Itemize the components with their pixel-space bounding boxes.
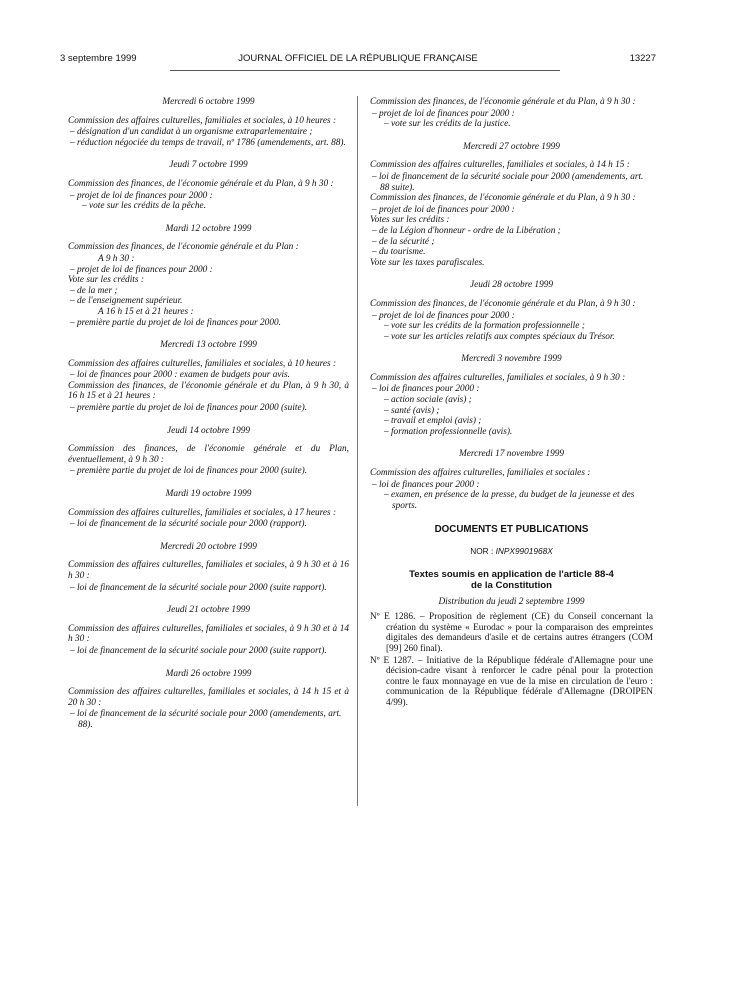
- agenda-item: – loi de financement de la sécurité sociale pour 2000 (amendements, art. 88 suite).: [372, 171, 644, 193]
- commission-line: Commission des affaires culturelles, familiales et sociales, à 9 h 30 :: [370, 372, 626, 383]
- agenda-item: – loi de financement de la sécurité sociale pour 2000 (suite rapport).: [70, 582, 327, 593]
- commission-line: Commission des affaires culturelles, familiales et sociales, à 14 h 15 :: [370, 160, 630, 171]
- agenda-day: [68, 97, 349, 148]
- commission-line: Commission des affaires culturelles, familiales et sociales :: [370, 468, 591, 479]
- agenda-day: [68, 224, 349, 328]
- agenda-item: – vote sur les crédits de la justice.: [384, 119, 511, 130]
- agenda-day: [68, 669, 349, 731]
- agenda-item: – désignation d'un candidat à un organisme extraparlementaire ;: [70, 127, 313, 138]
- commission-line: Commission des affaires culturelles, familiales et sociales, à 9 h 30 et à 14 h 30 :: [68, 623, 349, 645]
- agenda-item: – première partie du projet de loi de finances pour 2000 (suite).: [70, 403, 308, 414]
- agenda-day: [68, 160, 349, 211]
- commission-line: Commission des affaires culturelles, familiales et sociales, à 9 h 30 et à 16 h 30 :: [68, 560, 349, 581]
- documents-heading: DOCUMENTS ET PUBLICATIONS: [434, 524, 589, 536]
- commission-line: Commission des affaires culturelles, familiales et sociales, à 17 heures :: [68, 507, 337, 518]
- agenda-item: – projet de loi de finances pour 2000 :: [372, 204, 515, 215]
- right-column-agenda: [370, 97, 653, 511]
- commission-line: Commission des finances, de l'économie générale et du Plan, à 9 h 30 :: [68, 178, 334, 189]
- agenda-date: Mercredi 20 octobre 1999: [160, 541, 257, 552]
- agenda-date: Mercredi 13 octobre 1999: [160, 340, 257, 351]
- agenda-date: Mardi 26 octobre 1999: [165, 668, 252, 679]
- commission-line: Commission des finances, de l'économie générale et du Plan, à 9 h 30 :: [370, 97, 636, 107]
- nor-label: NOR :: [470, 546, 494, 556]
- agenda-item: – projet de loi de finances pour 2000 :: [372, 108, 515, 119]
- commission-line: Commission des affaires culturelles, familiales et sociales, à 14 h 15 et à 20 h 30 :: [68, 687, 349, 708]
- agenda-item: Vote sur les taxes parafiscales.: [370, 257, 485, 268]
- agenda-day: [370, 280, 653, 342]
- agenda-item: – projet de loi de finances pour 2000 :: [372, 310, 515, 321]
- agenda-item: A 9 h 30 :: [98, 253, 135, 264]
- document-entry: Nº E 1286. – Proposition de règlement (CE) du Conseil concernant la création du système « Eurodac » pour la comparaison des empreintes digitales des demandeurs d'asile et de certains autres étrangers (COM [99] 260 final).: [370, 612, 653, 654]
- agenda-date: Jeudi 28 octobre 1999: [469, 280, 554, 291]
- agenda-day: [68, 489, 349, 530]
- agenda-item: – formation professionnelle (avis).: [384, 426, 513, 437]
- agenda-day: [68, 426, 349, 477]
- agenda-day: [68, 340, 349, 414]
- agenda-day: [68, 542, 349, 593]
- header-divider: [170, 70, 560, 71]
- left-column: [68, 97, 349, 743]
- agenda-day: [370, 142, 653, 269]
- right-column: [370, 97, 653, 710]
- agenda-item: – projet de loi de finances pour 2000 :: [70, 264, 213, 275]
- agenda-item: – loi de financement de la sécurité sociale pour 2000 (rapport).: [70, 519, 307, 530]
- textes-title: [370, 569, 653, 591]
- agenda-item: – projet de loi de finances pour 2000 :: [70, 190, 213, 201]
- commission-line: Commission des finances, de l'économie générale et du Plan, à 9 h 30, à 16 h 15 et à 21 heures :: [68, 380, 349, 402]
- agenda-date: Mardi 12 octobre 1999: [165, 223, 252, 234]
- commission-line: Commission des affaires culturelles, familiales et sociales, à 10 heures :: [68, 358, 337, 369]
- agenda-item: Votes sur les crédits :: [370, 215, 450, 226]
- agenda-item: – loi de financement de la sécurité sociale pour 2000 (suite rapport).: [70, 645, 327, 656]
- agenda-date: Jeudi 21 octobre 1999: [166, 605, 251, 616]
- header-page-number: 13227: [629, 53, 656, 64]
- page-header: [60, 53, 656, 67]
- agenda-item: Vote sur les crédits :: [68, 275, 144, 286]
- nor-reference: [370, 546, 653, 557]
- commission-line: Commission des finances, de l'économie générale et du Plan, à 9 h 30 :: [370, 193, 636, 204]
- agenda-item: – loi de finances pour 2000 : examen de budgets pour avis.: [70, 370, 290, 381]
- agenda-date: Jeudi 14 octobre 1999: [166, 425, 251, 436]
- distribution-date: Distribution du jeudi 2 septembre 1999: [438, 596, 585, 607]
- agenda-date: Mercredi 6 octobre 1999: [162, 97, 255, 107]
- agenda-day: [370, 354, 653, 437]
- agenda-item: – vote sur les articles relatifs aux comptes spéciaux du Trésor.: [384, 331, 615, 342]
- agenda-date: Mercredi 17 novembre 1999: [458, 449, 565, 460]
- agenda-item: – santé (avis) ;: [384, 405, 440, 416]
- textes-title-line2: de la Constitution: [470, 579, 552, 591]
- agenda-date: Jeudi 7 octobre 1999: [169, 160, 248, 171]
- agenda-item: – examen, en présence de la presse, du budget de la jeunesse et des sports.: [384, 490, 635, 511]
- commission-line: Commission des finances, de l'économie générale et du Plan, éventuellement, à 9 h 30 :: [68, 444, 349, 465]
- agenda-item: – de la sécurité ;: [372, 236, 435, 247]
- column-divider: [357, 96, 358, 806]
- document-entry: Nº E 1287. – Initiative de la République fédérale d'Allemagne pour une décision-cadre visant à renforcer le cadre pénal pour la protection contre le faux monnayage en vue de la mise en circulation de l'euro : communication de la République fédérale d'Allemagne (DROIPEN 4/99).: [370, 655, 653, 708]
- agenda-item: – loi de finances pour 2000 :: [372, 479, 480, 490]
- textes-title-line1: Textes soumis en application de l'article 88-4: [409, 568, 614, 580]
- commission-line: Commission des finances, de l'économie générale et du Plan, à 9 h 30 :: [370, 298, 636, 309]
- agenda-item: – travail et emploi (avis) ;: [384, 416, 482, 427]
- agenda-item: – action sociale (avis) ;: [384, 395, 472, 406]
- agenda-item: – première partie du projet de loi de finances pour 2000.: [70, 317, 281, 328]
- agenda-day: [370, 449, 653, 511]
- agenda-day: [370, 97, 653, 130]
- agenda-item: A 16 h 15 et à 21 heures :: [98, 306, 194, 317]
- agenda-item: – vote sur les crédits de la pêche.: [82, 201, 206, 212]
- agenda-item: – loi de finances pour 2000 :: [372, 384, 480, 395]
- documents-section: [370, 525, 653, 708]
- header-date: 3 septembre 1999: [60, 53, 137, 64]
- agenda-item: – de l'enseignement supérieur.: [70, 296, 183, 307]
- agenda-date: Mercredi 27 octobre 1999: [463, 141, 560, 152]
- agenda-item: – vote sur les crédits de la formation professionnelle ;: [384, 321, 585, 332]
- header-title: JOURNAL OFFICIEL DE LA RÉPUBLIQUE FRANÇAISE: [238, 53, 478, 64]
- agenda-day: [68, 605, 349, 656]
- agenda-item: – réduction négociée du temps de travail, nº 1786 (amendements, art. 88).: [70, 137, 346, 148]
- agenda-item: – de la Légion d'honneur - ordre de la Libération ;: [372, 225, 561, 236]
- agenda-date: Mardi 19 octobre 1999: [165, 489, 252, 500]
- agenda-date: Mercredi 3 novembre 1999: [461, 354, 562, 365]
- commission-line: Commission des finances, de l'économie générale et du Plan :: [68, 242, 299, 253]
- commission-line: Commission des affaires culturelles, familiales et sociales, à 10 heures :: [68, 115, 337, 126]
- agenda-item: – loi de financement de la sécurité sociale pour 2000 (amendements, art. 88).: [70, 709, 342, 730]
- agenda-item: – première partie du projet de loi de finances pour 2000 (suite).: [70, 466, 308, 477]
- agenda-item: – de la mer ;: [70, 285, 118, 296]
- agenda-item: – du tourisme.: [372, 247, 426, 258]
- nor-value: INPX9901968X: [495, 546, 553, 556]
